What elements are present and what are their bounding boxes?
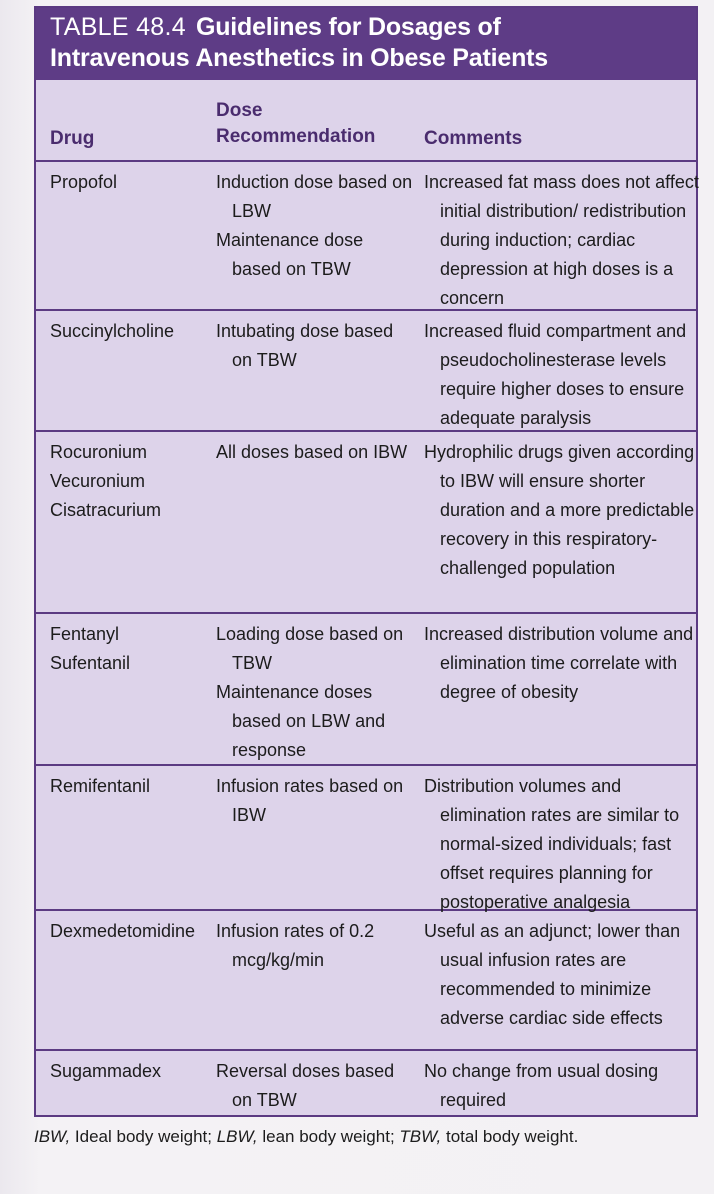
footnote-ibw-abbr: IBW,: [34, 1127, 71, 1146]
drug-name: Vecuronium: [50, 471, 146, 491]
column-header-dose: Dose Recommendation: [216, 100, 376, 147]
drug-name: Fentanyl: [50, 624, 120, 644]
table-title-line-2: Intravenous Anesthetics in Obese Patients: [50, 44, 548, 72]
dose-recommendation: Loading dose based on TBW: [216, 624, 404, 673]
drug-name: Dexmedetomidine: [50, 921, 196, 941]
drug-name: Propofol: [50, 172, 118, 192]
dose-recommendation: Maintenance dose based on TBW: [216, 230, 364, 279]
dose-cell: [216, 317, 416, 375]
comments-cell: Increased distribution volume and elimination time correlate with degree of obesity: [424, 624, 694, 702]
comments-cell: Increased fat mass does not affect initial distribution/ redistribution during induction; cardiac depression at high doses is a concern: [424, 172, 699, 308]
drug-cell: [50, 168, 210, 197]
dose-recommendation: All doses based on IBW: [216, 442, 408, 462]
drug-cell: [50, 620, 210, 678]
table-header-row: [36, 80, 696, 162]
drug-name: Sugammadex: [50, 1061, 162, 1081]
dosage-table: [34, 6, 698, 1117]
dose-recommendation: Maintenance doses based on LBW and response: [216, 682, 386, 760]
comments-cell: Useful as an adjunct; lower than usual infusion rates are recommended to minimize adverse cardiac side effects: [424, 921, 681, 1028]
comments-cell: Distribution volumes and elimination rates are similar to normal-sized individuals; fast offset requires planning for postoperative analgesia: [424, 776, 680, 912]
drug-cell: [50, 772, 210, 801]
dose-cell: [216, 168, 416, 284]
drug-name: Sufentanil: [50, 653, 131, 673]
drug-cell: [50, 1057, 210, 1086]
table-row: [36, 614, 696, 766]
dose-recommendation: Infusion rates of 0.2 mcg/kg/min: [216, 921, 375, 970]
drug-cell: [50, 917, 210, 946]
table-row: [36, 1051, 696, 1117]
dose-cell: [216, 772, 416, 830]
footnote-lbw-abbr: LBW,: [216, 1127, 258, 1146]
table-row: [36, 911, 696, 1051]
dose-cell: [216, 620, 416, 765]
table-number: TABLE 48.4: [50, 13, 186, 41]
dose-cell: [216, 438, 416, 467]
footnote-tbw-abbr: TBW,: [399, 1127, 442, 1146]
comments-cell: Increased fluid compartment and pseudocholinesterase levels require higher doses to ensure adequate paralysis: [424, 321, 687, 428]
drug-cell: [50, 317, 210, 346]
table-title-bar: [36, 8, 696, 80]
drug-name: Rocuronium: [50, 442, 148, 462]
drug-name: Remifentanil: [50, 776, 151, 796]
table-row: [36, 766, 696, 911]
table-row: [36, 162, 699, 311]
table-row: [36, 432, 696, 614]
dose-recommendation: Reversal doses based on TBW: [216, 1061, 395, 1110]
drug-name: Succinylcholine: [50, 321, 175, 341]
drug-cell: [50, 438, 210, 525]
table-body: [36, 162, 699, 1117]
table-footnote: IBW, Ideal body weight; LBW, lean body weight; TBW, total body weight.: [34, 1127, 579, 1146]
comments-cell: Hydrophilic drugs given according to IBW will ensure shorter duration and a more predictable recovery in this respiratory-challenged population: [424, 442, 695, 578]
dose-cell: [216, 917, 416, 975]
table-title-line-1: Guidelines for Dosages of: [195, 13, 501, 41]
comments-cell: No change from usual dosing required: [424, 1061, 659, 1110]
dose-recommendation: Intubating dose based on TBW: [216, 321, 394, 370]
dose-recommendation: Infusion rates based on IBW: [216, 776, 404, 825]
dose-cell: [216, 1057, 416, 1115]
column-header-drug: Drug: [50, 128, 95, 149]
drug-name: Cisatracurium: [50, 500, 162, 520]
column-header-comments: Comments: [424, 128, 523, 149]
dose-recommendation: Induction dose based on LBW: [216, 172, 413, 221]
table-row: [36, 311, 696, 432]
